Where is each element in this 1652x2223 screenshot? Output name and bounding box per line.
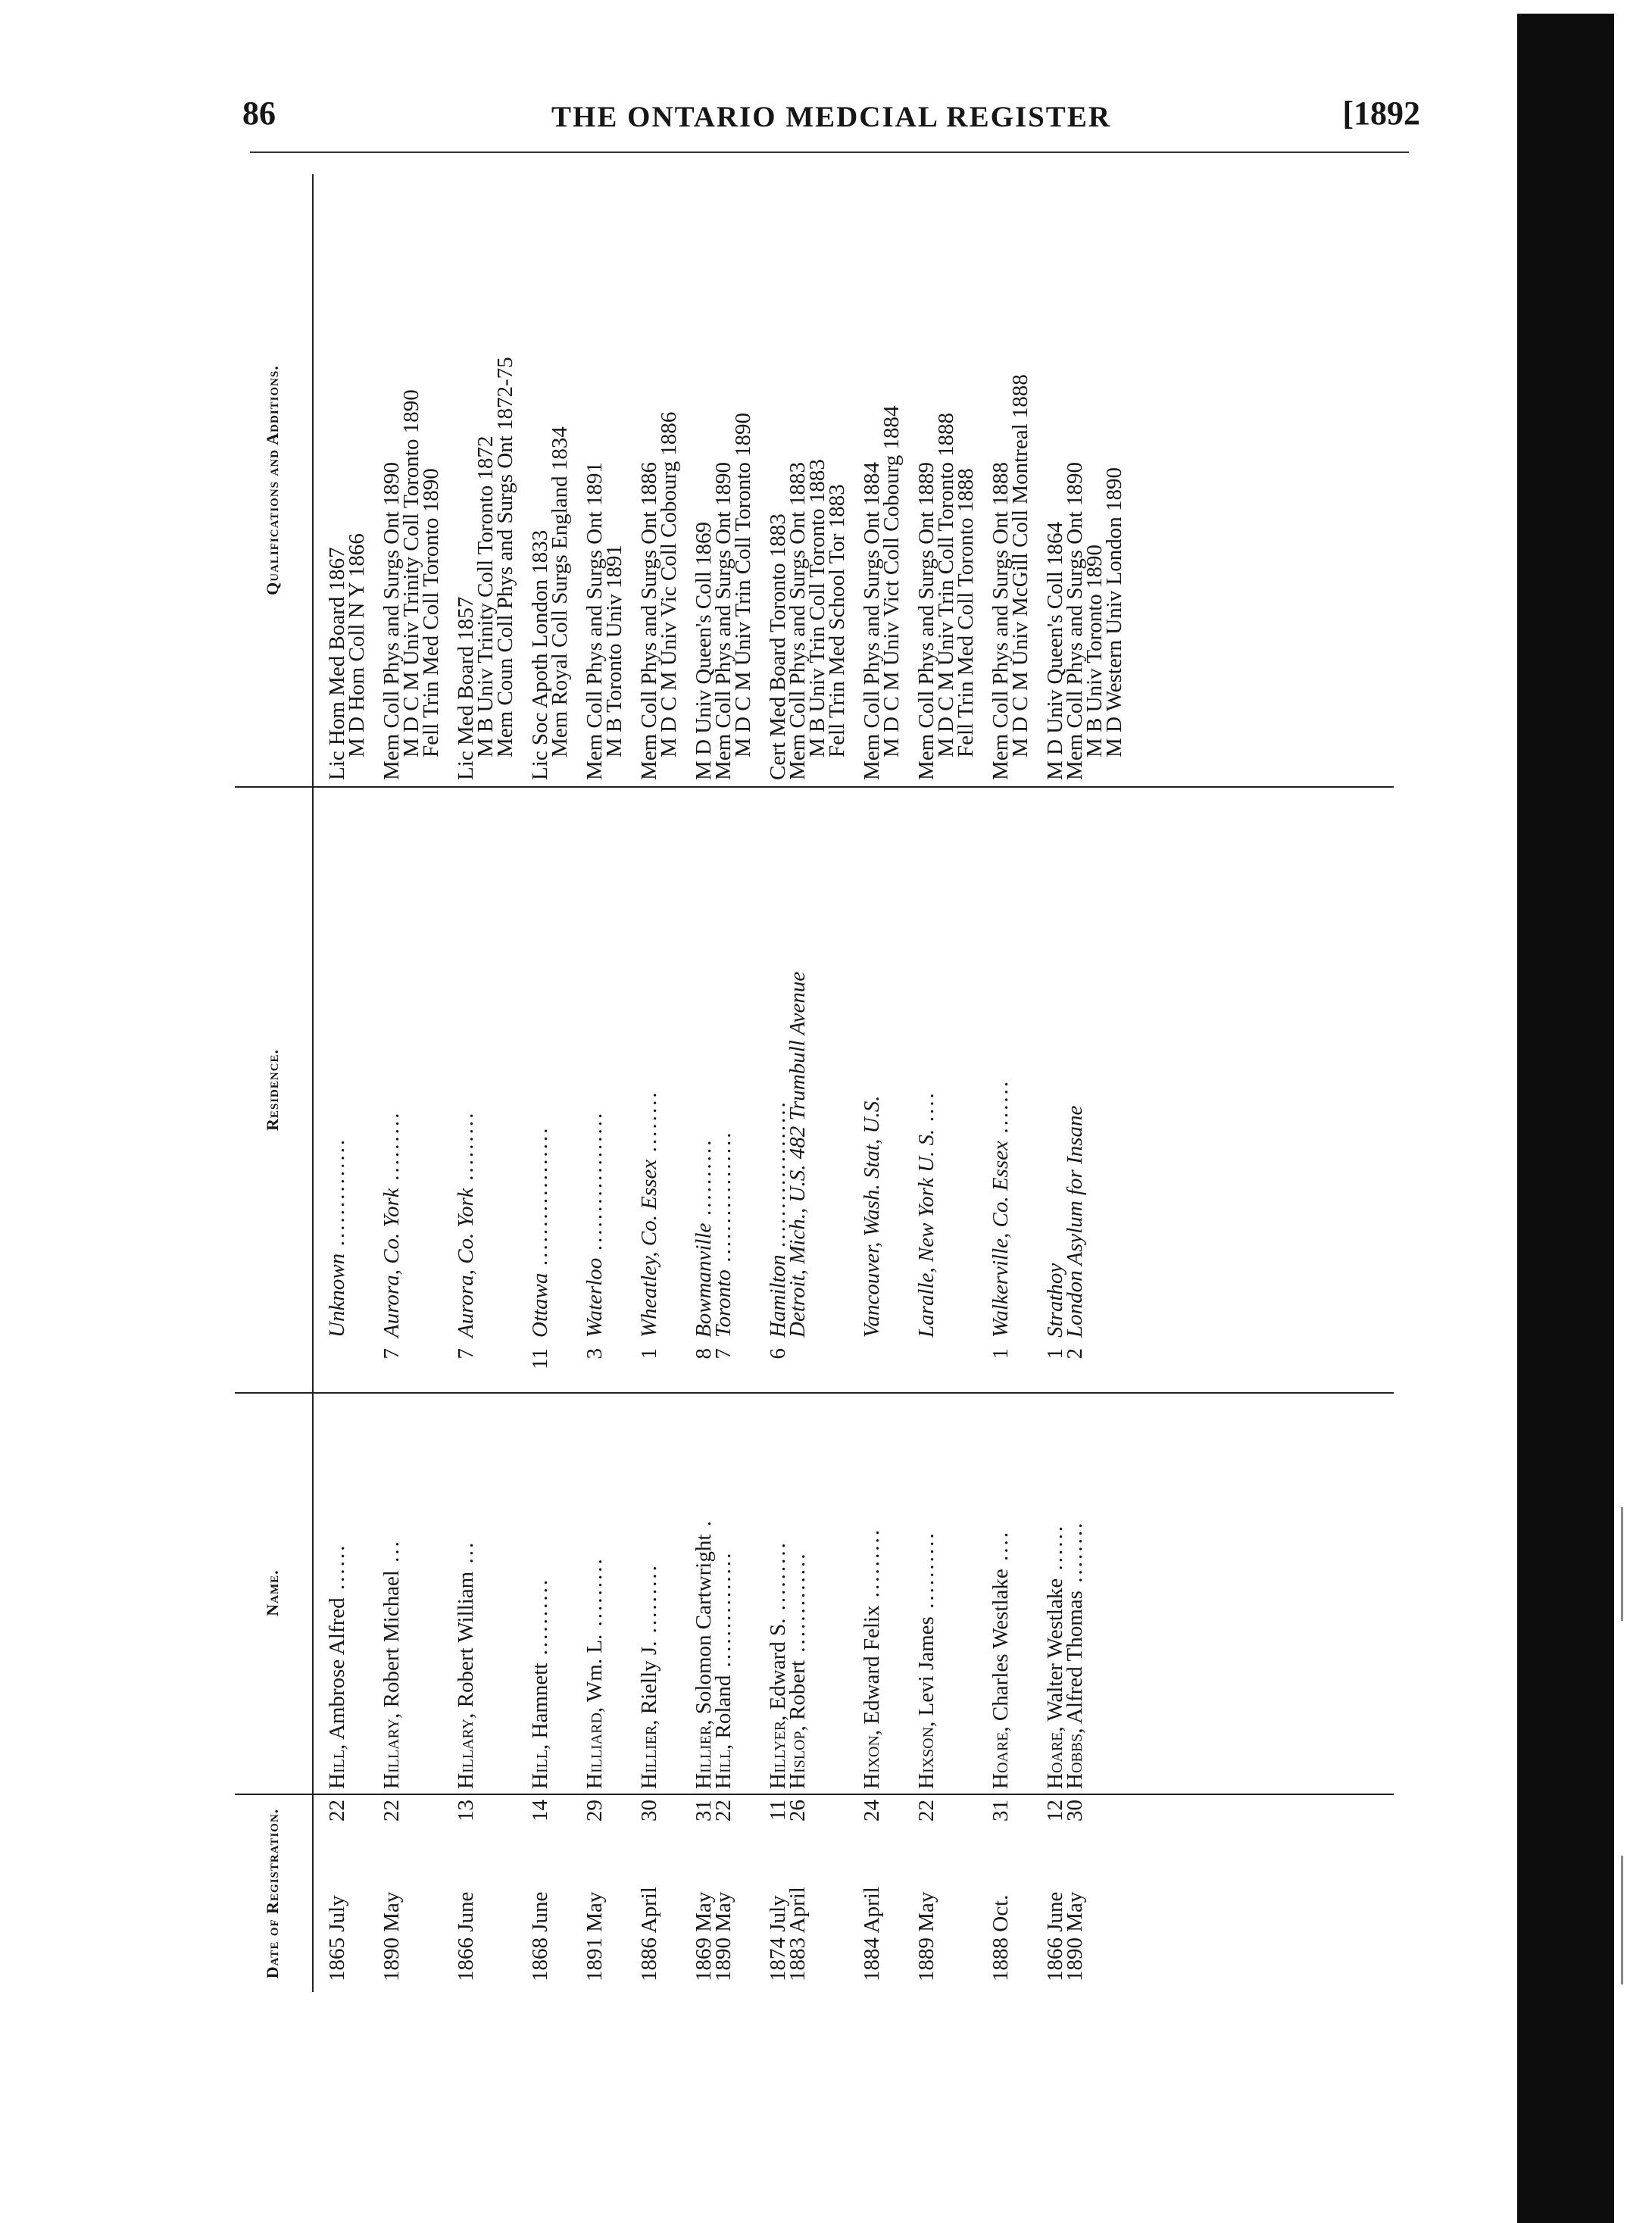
qualification: Lic Soc Apoth London 1833 <box>528 529 552 780</box>
residence: Vancouver, Wash. Stat, U.S. <box>860 1095 884 1338</box>
division-number: 1 <box>988 1348 1013 1360</box>
qualification: M D C M Univ Vic Coll Cobourg 1886 <box>657 411 681 757</box>
given-names: Walter Westlake <box>1043 1578 1067 1727</box>
registration-day: 26 <box>785 1800 810 1822</box>
register-table <box>235 174 1394 1992</box>
qualification: M B Univ Toronto 1890 <box>1082 544 1107 757</box>
page-header <box>242 89 1420 158</box>
registration-date: 1888 Oct. <box>988 1894 1013 1981</box>
registration-date: 1886 April <box>637 1887 661 1981</box>
given-names: Hamnett <box>528 1663 552 1744</box>
practitioner-name: Hillier, Rielly J. ......... <box>637 1563 661 1789</box>
qualification: Mem Coll Phys and Surgs Ont 1890 <box>711 461 735 780</box>
qualification: Mem Coll Phys and Surgs Ont 1888 <box>988 461 1013 780</box>
division-number: 6 <box>766 1348 790 1360</box>
scan-border <box>1517 14 1614 2223</box>
qualification: M D Univ Queen's Coll 1864 <box>1043 521 1067 780</box>
column-header-name: Name. <box>263 1569 282 1616</box>
residence: Laralle, New York U. S. .... <box>914 1090 938 1338</box>
practitioner-name: Hillier, Solomon Cartwright . <box>692 1519 716 1789</box>
qualification: M B Toronto Univ 1891 <box>602 544 626 757</box>
registration-date: 1866 June <box>1043 1891 1067 1981</box>
registration-day: 29 <box>582 1800 607 1822</box>
qualification: Mem Coll Phys and Surgs Ont 1889 <box>914 461 938 780</box>
given-names: Edward S. <box>766 1618 790 1716</box>
registration-date: 1865 July <box>325 1895 349 1981</box>
practitioner-name: Hill, Roland ............... <box>711 1550 735 1789</box>
practitioner-name: Hixon, Edward Felix ......... <box>860 1528 884 1789</box>
division-number: 3 <box>582 1348 607 1360</box>
given-names: Wm. L. <box>582 1634 607 1707</box>
qualification: Fell Trin Med Coll Toronto 1888 <box>954 468 978 757</box>
practitioner-name: Hoare, Charles Westlake .... <box>988 1529 1013 1789</box>
qualification: Mem Coll Phys and Surgs Ont 1890 <box>379 461 404 780</box>
registration-day: 31 <box>692 1800 716 1822</box>
residence: Waterloo .................. <box>582 1110 607 1338</box>
registration-date: 1884 April <box>860 1887 884 1981</box>
registration-day: 30 <box>1063 1800 1087 1822</box>
given-names: Rielly J. <box>637 1641 661 1720</box>
surname: Hoare, <box>988 1726 1013 1789</box>
qualification: Mem Coll Phys and Surgs Ont 1884 <box>860 461 884 780</box>
surname: Hill, <box>711 1744 735 1789</box>
residence: Toronto ................. <box>711 1129 735 1338</box>
column-header-residence: Residence. <box>263 1048 282 1132</box>
given-names: Roland <box>711 1675 735 1744</box>
column-header-row <box>235 174 320 1992</box>
surname: Hillary, <box>454 1713 478 1789</box>
qualification: Cert Med Board Toronto 1883 <box>766 514 790 780</box>
surname: Hillier, <box>637 1719 661 1789</box>
qualification: M D Western Univ London 1890 <box>1102 467 1126 757</box>
register-entry <box>456 174 515 1992</box>
practitioner-name: Hillary, Robert Michael ... <box>379 1539 404 1789</box>
registration-day: 22 <box>914 1800 938 1822</box>
residence: Hamilton ................... <box>766 1099 790 1338</box>
residence: Detroit, Mich., U.S. 482 Trumbull Avenue <box>785 971 810 1338</box>
qualification: Mem Royal Coll Surgs England 1834 <box>548 426 572 757</box>
register-entry <box>988 174 1032 1992</box>
given-names: Charles Westlake <box>988 1569 1013 1727</box>
given-names: Robert <box>785 1660 810 1726</box>
register-entry <box>860 174 904 1992</box>
practitioner-name: Hilliard, Wm. L. ......... <box>582 1556 607 1789</box>
registration-date: 1890 May <box>1063 1891 1087 1981</box>
registration-day: 11 <box>766 1800 790 1821</box>
register-entry <box>379 174 443 1992</box>
registration-date: 1874 July <box>766 1895 790 1981</box>
division-number: 11 <box>528 1348 552 1369</box>
surname: Hixson, <box>914 1721 938 1789</box>
scan-edge-mark <box>1621 1856 1623 1984</box>
registration-date: 1883 April <box>785 1887 810 1981</box>
surname: Hobbs, <box>1063 1728 1087 1789</box>
given-names: Edward Felix <box>860 1605 884 1730</box>
qualification: Lic Med Board 1857 <box>454 596 478 780</box>
qualification: Fell Trin Med School Tor 1883 <box>825 484 849 757</box>
qualification: M D C M Univ Vict Coll Cobourg 1884 <box>879 405 904 757</box>
page-title: THE ONTARIO MEDCIAL REGISTER <box>551 101 1111 133</box>
residence: Aurora, Co. York ......... <box>454 1110 478 1338</box>
surname: Hill, <box>528 1744 552 1789</box>
registration-date: 1890 May <box>379 1891 404 1981</box>
surname: Hilliard, <box>582 1706 607 1789</box>
division-number: 1 <box>1043 1348 1067 1360</box>
practitioner-name: Hobbs, Alfred Thomas ........ <box>1063 1520 1087 1789</box>
given-names: Alfred Thomas <box>1063 1591 1087 1728</box>
header-rule <box>250 151 1409 153</box>
registration-date: 1890 May <box>711 1891 735 1981</box>
residence: Walkerville, Co. Essex ....... <box>988 1079 1013 1338</box>
qualification: M B Univ Trin Coll Toronto 1883 <box>805 459 829 757</box>
registration-date: 1869 May <box>692 1891 716 1981</box>
practitioner-name: Hoare, Walter Westlake ...... <box>1043 1524 1067 1789</box>
registration-day: 31 <box>988 1800 1013 1822</box>
division-number: 1 <box>637 1348 661 1360</box>
register-entry <box>914 174 978 1992</box>
qualification: Mem Coun Coll Phys and Surgs Ont 1872-75 <box>493 357 517 757</box>
page-year: [1892 <box>1342 95 1420 132</box>
registration-day: 30 <box>637 1800 661 1822</box>
qualification: Mem Coll Phys and Surgs Ont 1890 <box>1063 461 1087 780</box>
register-entry <box>582 174 626 1992</box>
header-underline <box>312 174 314 1992</box>
registration-day: 13 <box>454 1800 478 1822</box>
registration-date: 1866 June <box>454 1891 478 1981</box>
given-names: Ambrose Alfred <box>325 1597 349 1744</box>
surname: Hixon, <box>860 1729 884 1789</box>
registration-day: 22 <box>379 1800 404 1822</box>
practitioner-name: Hillyer, Edward S. ......... <box>766 1541 790 1789</box>
practitioner-name: Hillary, Robert William ... <box>454 1540 478 1789</box>
surname: Hillary, <box>379 1713 404 1789</box>
qualification: Mem Coll Phys and Surgs Ont 1883 <box>785 461 810 780</box>
register-entry <box>785 174 849 1992</box>
division-number: 7 <box>379 1348 404 1360</box>
division-number: 7 <box>454 1348 478 1360</box>
residence: Unknown .............. <box>325 1137 349 1338</box>
residence: Wheatley, Co. Essex ........ <box>637 1089 661 1338</box>
division-number: 2 <box>1063 1348 1087 1360</box>
given-names: Levi James <box>914 1616 938 1722</box>
given-names: Robert Michael <box>379 1570 404 1713</box>
registration-date: 1889 May <box>914 1891 938 1981</box>
qualification: M D C M Univ Trin Coll Toronto 1890 <box>731 412 755 757</box>
registration-day: 14 <box>528 1800 552 1822</box>
registration-day: 12 <box>1043 1800 1067 1822</box>
practitioner-name: Hixson, Levi James .......... <box>914 1531 938 1789</box>
residence: London Asylum for Insane <box>1063 1105 1087 1338</box>
practitioner-name: Hill, Hamnett .......... <box>528 1577 552 1789</box>
column-header-date: Date of Registration. <box>263 1808 282 1979</box>
scan-edge-mark <box>1621 1507 1623 1621</box>
surname: Hoare, <box>1043 1726 1067 1789</box>
qualification: M D Univ Queen's Coll 1869 <box>692 521 716 780</box>
qualification: Mem Coll Phys and Surgs Ont 1891 <box>582 461 607 780</box>
register-entry <box>639 174 679 1992</box>
practitioner-name: Hill, Ambrose Alfred ...... <box>325 1543 349 1789</box>
qualification: M B Univ Trinity Coll Toronto 1872 <box>473 436 498 757</box>
surname: Hislop, <box>785 1725 810 1789</box>
registration-day: 22 <box>711 1800 735 1822</box>
register-entry <box>530 174 570 1992</box>
practitioner-name: Hislop, Robert ............. <box>785 1551 810 1789</box>
surname: Hillyer, <box>766 1715 790 1789</box>
page-number: 86 <box>242 95 276 132</box>
qualification: M D C M Univ McGill Coll Montreal 1888 <box>1008 374 1032 757</box>
residence: Strathoy <box>1043 1263 1067 1338</box>
surname: Hill, <box>325 1744 349 1789</box>
given-names: Robert William <box>454 1571 478 1713</box>
residence: Ottawa .................. <box>528 1125 552 1338</box>
column-header-qualifications: Qualifications and Additions. <box>263 365 282 595</box>
register-entry <box>1065 174 1124 1992</box>
residence: Bowmanville .......... <box>692 1137 716 1338</box>
qualification: M D C M Univ Trinity Coll Toronto 1890 <box>399 389 423 757</box>
division-number: 7 <box>711 1348 735 1360</box>
qualification: M D Hom Coll N Y 1866 <box>345 533 369 757</box>
qualification: Fell Trin Med Coll Toronto 1890 <box>419 468 443 757</box>
register-entry <box>711 174 755 1992</box>
qualification: M D C M Univ Trin Coll Toronto 1888 <box>934 412 958 757</box>
register-entries <box>327 174 1139 1992</box>
qualification: Mem Coll Phys and Surgs Ont 1886 <box>637 461 661 780</box>
division-number: 8 <box>692 1348 716 1360</box>
registration-date: 1868 June <box>528 1891 552 1981</box>
surname: Hillier, <box>692 1719 716 1789</box>
register-entry <box>327 174 367 1992</box>
registration-day: 22 <box>325 1800 349 1822</box>
given-names: Solomon Cartwright <box>692 1534 716 1720</box>
qualification: Lic Hom Med Board 1867 <box>325 547 349 780</box>
registration-date: 1891 May <box>582 1891 607 1981</box>
registration-day: 24 <box>860 1800 884 1822</box>
residence: Aurora, Co. York ......... <box>379 1110 404 1338</box>
